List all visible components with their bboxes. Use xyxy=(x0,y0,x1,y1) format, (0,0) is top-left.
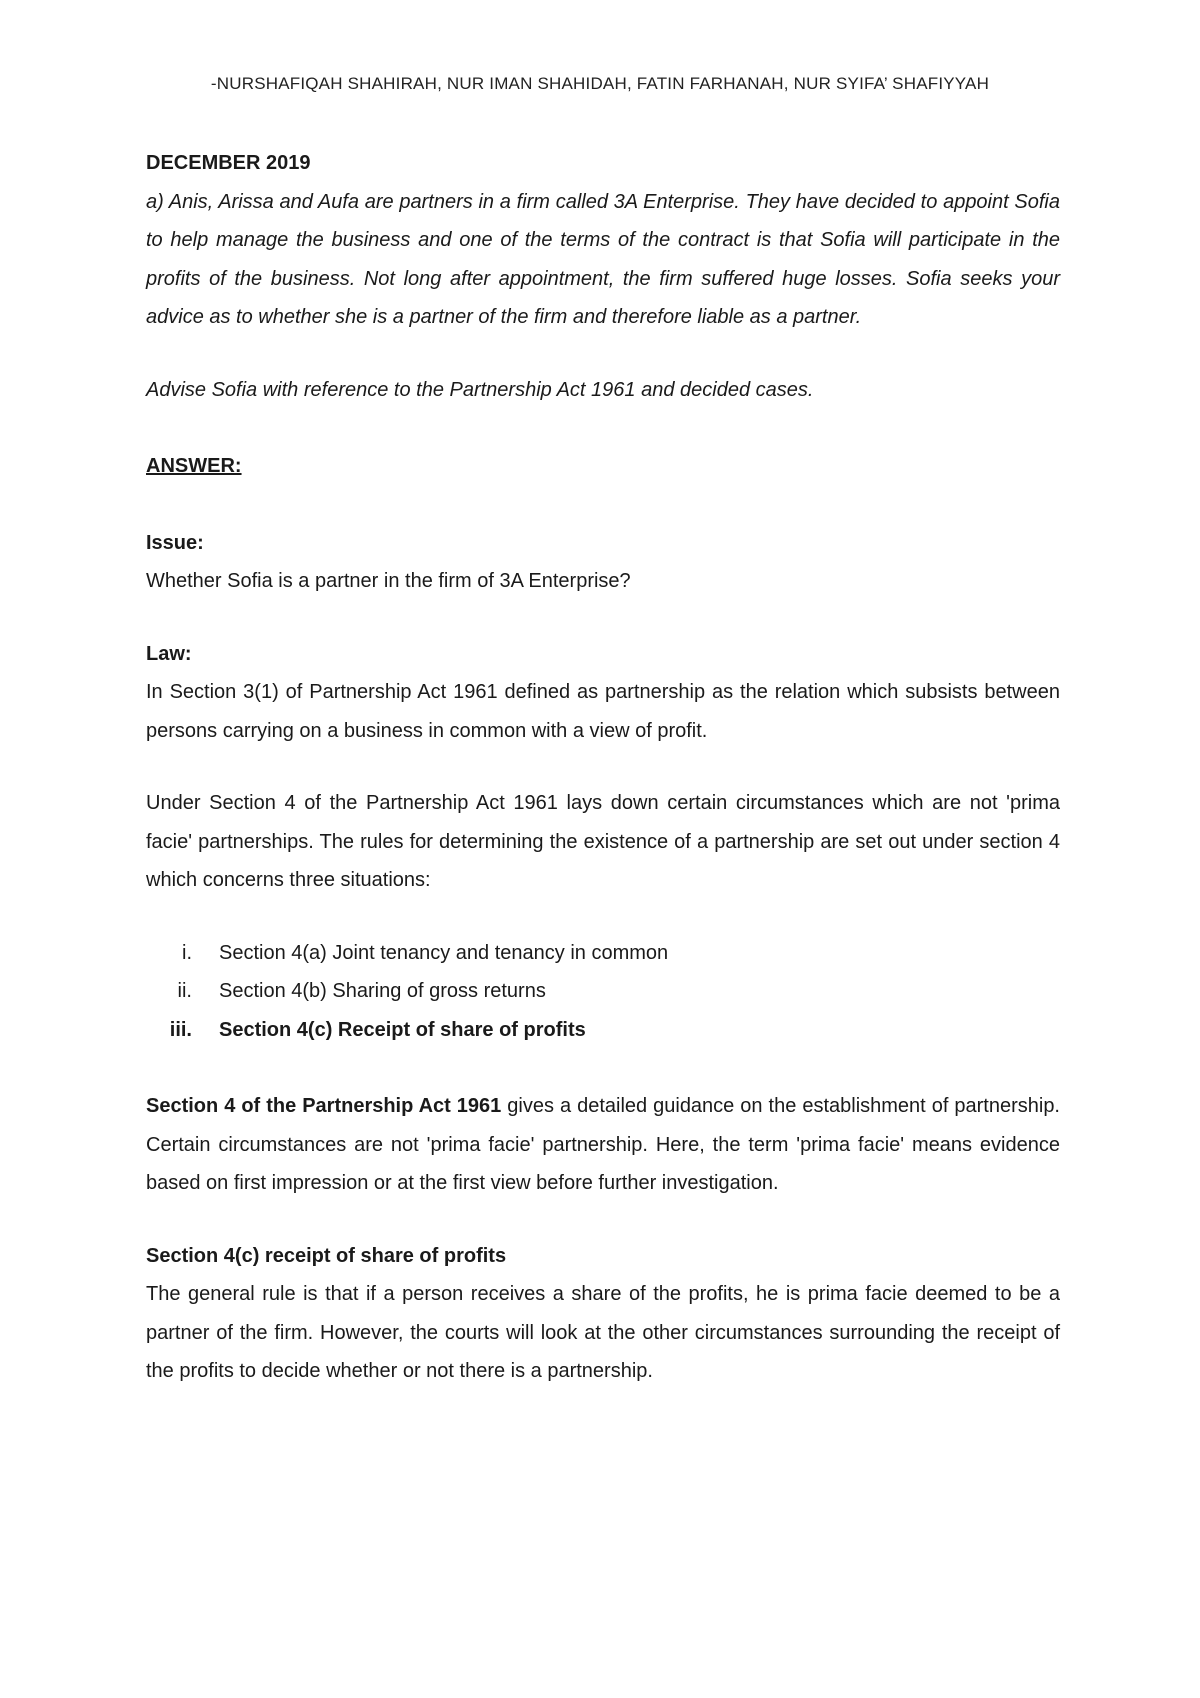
list-item xyxy=(146,1011,1060,1050)
situations-list xyxy=(146,934,1060,1050)
list-item-text: Section 4(b) Sharing of gross returns xyxy=(219,980,546,1002)
answer-heading: ANSWER: xyxy=(146,455,242,477)
issue-text: Whether Sofia is a partner in the firm of 3A Enterprise? xyxy=(146,570,631,592)
issue-label: Issue: xyxy=(146,531,204,554)
law-label: Law: xyxy=(146,642,192,665)
law-paragraph-1: In Section 3(1) of Partnership Act 1961 defined as partnership as the relation which subsists between persons carrying on a business in common with a view of profit. xyxy=(146,681,1060,742)
question-heading: DECEMBER 2019 xyxy=(146,152,311,174)
section4-title: Section 4 of the Partnership Act 1961 xyxy=(146,1095,502,1117)
list-item-text: Section 4(c) Receipt of share of profits xyxy=(219,1018,586,1041)
list-item xyxy=(146,934,1060,973)
list-item-number: ii. xyxy=(177,980,192,1002)
question-paragraph: a) Anis, Arissa and Aufa are partners in a firm called 3A Enterprise. They have decided to appoint Sofia to help manage the business and one of the terms of the contract is that Sofia will participate in the profits of the business. Not long after appointment, the firm suffered huge losses. Sofia seeks your advice as to whether she is a partner of the firm and therefore liable as a partner. xyxy=(146,190,1060,328)
document-body xyxy=(146,144,1060,1391)
question-instruction: Advise Sofia with reference to the Partnership Act 1961 and decided cases. xyxy=(146,378,814,401)
law-paragraph-2: Under Section 4 of the Partnership Act 1961 lays down certain circumstances which are not 'prima facie' partnerships. The rules for determining the existence of a partnership are set out under section 4 which concerns three situations: xyxy=(146,792,1060,891)
section4-text: gives a detailed guidance on the establishment of partnership. Certain circumstances are not 'prima facie' partnership. Here, the term 'prima facie' means evidence based on first impression or at the first view before further investigation. xyxy=(146,1095,1060,1194)
list-item xyxy=(146,972,1060,1011)
section4-paragraph xyxy=(146,1087,1060,1203)
list-item-number: i. xyxy=(182,941,192,964)
list-item-text: Section 4(a) Joint tenancy and tenancy in common xyxy=(219,941,669,964)
list-item-number: iii. xyxy=(169,1018,192,1041)
section4c-heading: Section 4(c) receipt of share of profits xyxy=(146,1244,507,1267)
authors-header: -NURSHAFIQAH SHAHIRAH, NUR IMAN SHAHIDAH, FATIN FARHANAH, NUR SYIFA’ SHAFIYYAH xyxy=(210,74,990,93)
section4c-text: The general rule is that if a person receives a share of the profits, he is prima facie deemed to be a partner of the firm. However, the courts will look at the other circumstances surrounding the receipt of the profits to decide whether or not there is a partnership. xyxy=(146,1283,1060,1382)
